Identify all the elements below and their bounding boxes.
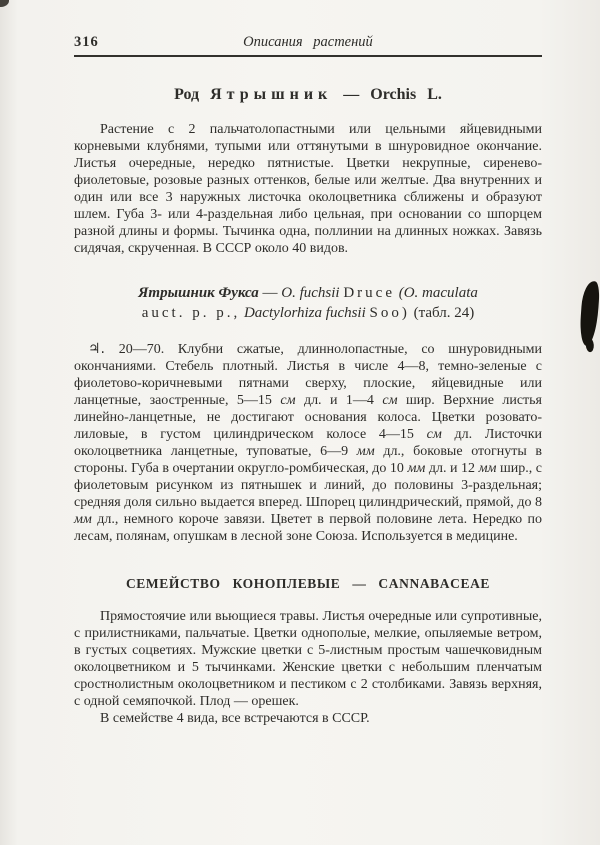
- header-rule: [74, 55, 542, 57]
- family-description: Прямостоячие или вьющиеся травы. Листья очередные или супротивные, с прилистниками, пальчатые. Цветки однополые, мелкие, опыляемые ветром, в густых соцветиях. Мужские цветки с 5-листным простым чашечковидным околоцветником и 5 тычинками. Женские цветки с небольшим пленчатым сростнолистным околоцветником и пестиком с 2 столбиками. Завязь верхняя, с одной семяпочкой. Плод — орешек.: [74, 609, 542, 709]
- genus-description: Растение с 2 пальчатолопастными или цельными яйцевидными корневыми клубнями, тупыми или оттянутыми в шнуровидное окончание. Листья очередные, нередко пятнистые. Цветки некрупные, сиренево-фиолетовые, розовые разных оттенков, белые или желтые. Два внутренних и один или все 3 наружных листочка околоцветника сближены и образуют шлем. Губа 3- или 4-раздельная либо цельная, при основании со шпорцем разной длины и формы. Тычинка одна, поллинии на длинных ножках. Завязь сидячая, скрученная. В СССР около 40 видов.: [74, 122, 542, 256]
- corner-mark: [0, 0, 9, 7]
- family-heading: СЕМЕЙСТВО КОНОПЛЕВЫЕ — CANNABACEAE: [125, 576, 491, 591]
- family-species-count: В семействе 4 вида, все встречаются в СССР.: [100, 711, 370, 726]
- species-heading-line2: auct. p. p., Dactylorhiza fuchsii Soo) (табл. 24): [141, 305, 475, 321]
- species-heading-line1: Ятрышник Фукса — O. fuchsii Druce (O. maculata: [138, 285, 478, 301]
- species-description: ♃. 20—70. Клубни сжатые, длиннолопастные, со шнуровидными окончаниями. Стебель плотный. Листья в числе 4—8, темно-зеленые с фиолетово-коричневыми пятнами сверху, плоские, яйцевидные или ланцетные, заостренные, 5—15 см дл. и 1—4 см шир. Верхние листья линейно-ланцетные, не достигают основания колоса. Цветки розовато-лиловые, в густом цилиндрическом колосе 4—15 см дл. Листочки околоцветника ланцетные, туповатые, 6—9 мм дл., боковые отогнуты в стороны. Губа в очертании округло-ромбическая, до 10 мм дл. и 12 мм шир., с фиолетовым рисунком из пятнышек и линий, до половины 3-раздельная; средняя доля сильно выдается вперед. Шпорец цилиндрический, прямой, до 8 мм дл., немного короче завязи. Цветет в первой половине лета. Нередко по лесам, полянам, опушкам в лесной зоне Союза. Используется в медицине.: [74, 341, 542, 544]
- page-header: [74, 34, 542, 52]
- running-title: Описания растений: [243, 34, 373, 50]
- ink-smudge: [579, 280, 600, 346]
- page-number: 316: [74, 34, 99, 50]
- species-heading: [74, 283, 542, 323]
- genus-heading: Род Ятрышник — Orchis L.: [174, 86, 442, 103]
